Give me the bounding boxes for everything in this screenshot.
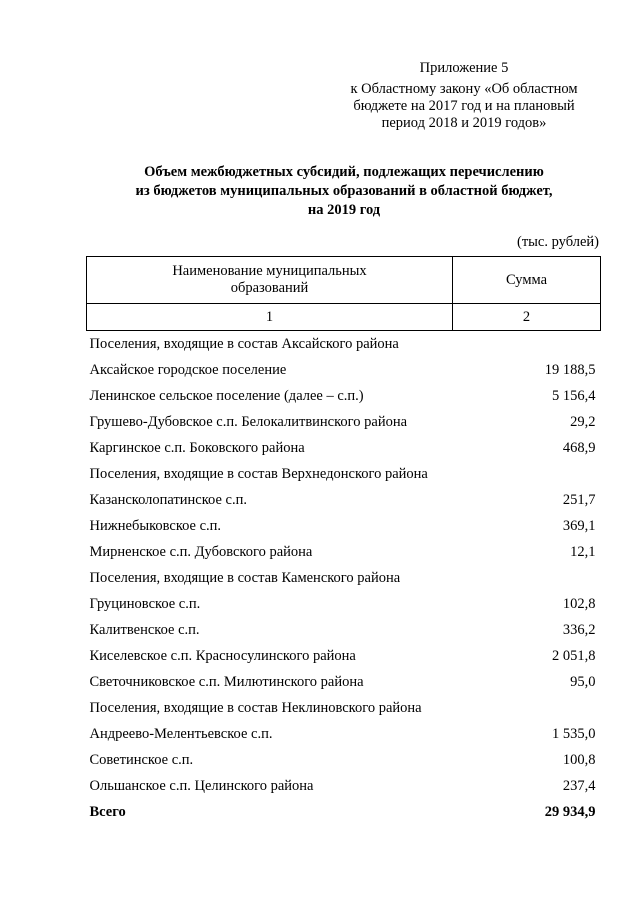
row-name: Поселения, входящие в состав Верхнедонского района [89,465,428,482]
table-row [87,617,601,643]
header-name-line2: образований [230,280,309,296]
table-row [87,383,601,409]
row-name: Груциновское с.п. [89,595,201,612]
table-row [87,721,601,747]
row-amount: 19 188,5 [544,361,596,378]
table-row [87,487,601,513]
row-amount [453,565,601,591]
appendix-title: Приложение 5 [419,60,509,76]
units-label: (тыс. рублей) [517,234,599,250]
row-amount [453,331,601,358]
row-amount: 336,2 [562,621,596,638]
title-line: на 2019 год [307,202,381,218]
row-amount: 369,1 [562,517,596,534]
table-row [87,435,601,461]
subsidies-table [86,256,601,825]
row-amount: 12,1 [570,543,596,560]
row-name: Грушево-Дубовское с.п. Белокалитвинского района [89,413,408,430]
row-amount: 100,8 [562,751,596,768]
row-name: Советинское с.п. [89,751,194,768]
row-amount: 5 156,4 [552,387,596,404]
row-amount: 29,2 [570,413,596,430]
total-row [87,799,601,825]
row-amount [453,695,601,721]
table-row [87,747,601,773]
title-line: Объем межбюджетных субсидий, подлежащих перечислению [144,164,544,180]
appendix-block [340,60,588,132]
table-row [87,513,601,539]
row-amount: 1 535,0 [552,725,596,742]
table-row [87,409,601,435]
header-name [87,257,453,304]
district-group-row [87,695,601,721]
row-name: Нижнебыковское с.п. [89,517,222,534]
table-row [87,773,601,799]
row-name: Киселевское с.п. Красносулинского района [89,647,356,664]
header-name-line1: Наименование муниципальных [172,263,367,279]
row-name: Светочниковское с.п. Милютинского района [89,673,364,690]
appendix-line: к Областному закону «Об областном [350,81,578,97]
table-row [87,643,601,669]
row-name: Андреево-Мелентьевское с.п. [89,725,273,742]
row-amount: 237,4 [562,777,596,794]
table-row [87,357,601,383]
table-header-row [87,257,601,304]
district-group-row [87,331,601,358]
table-row [87,591,601,617]
row-name: Ленинское сельское поселение (далее – с.п.) [89,387,364,404]
row-amount [453,461,601,487]
row-name: Аксайское городское поселение [89,361,287,378]
header-sum: Сумма [453,257,601,304]
row-name: Калитвенское с.п. [89,621,200,638]
table-row [87,539,601,565]
row-amount: 95,0 [570,673,596,690]
row-name: Поселения, входящие в состав Неклиновского района [89,699,422,716]
district-group-row [87,461,601,487]
appendix-line: бюджете на 2017 год и на плановый [353,98,575,114]
table-body [87,331,601,826]
total-label: Всего [89,803,126,820]
row-amount: 2 051,8 [552,647,596,664]
column-number-row [87,304,601,331]
total-amount: 29 934,9 [544,803,596,820]
district-group-row [87,565,601,591]
row-name: Каргинское с.п. Боковского района [89,439,305,456]
row-amount: 468,9 [562,439,596,456]
column-number: 1 [87,304,453,331]
row-name: Поселения, входящие в состав Аксайского района [89,335,399,352]
table-row [87,669,601,695]
title-line: из бюджетов муниципальных образований в областной бюджет, [135,183,553,199]
row-name: Казансколопатинское с.п. [89,491,247,508]
document-title [88,163,600,220]
row-name: Поселения, входящие в состав Каменского района [89,569,401,586]
column-number: 2 [453,304,601,331]
row-amount: 251,7 [562,491,596,508]
appendix-line: период 2018 и 2019 годов» [381,115,547,131]
row-name: Мирненское с.п. Дубовского района [89,543,313,560]
row-amount: 102,8 [562,595,596,612]
row-name: Ольшанское с.п. Целинского района [89,777,314,794]
